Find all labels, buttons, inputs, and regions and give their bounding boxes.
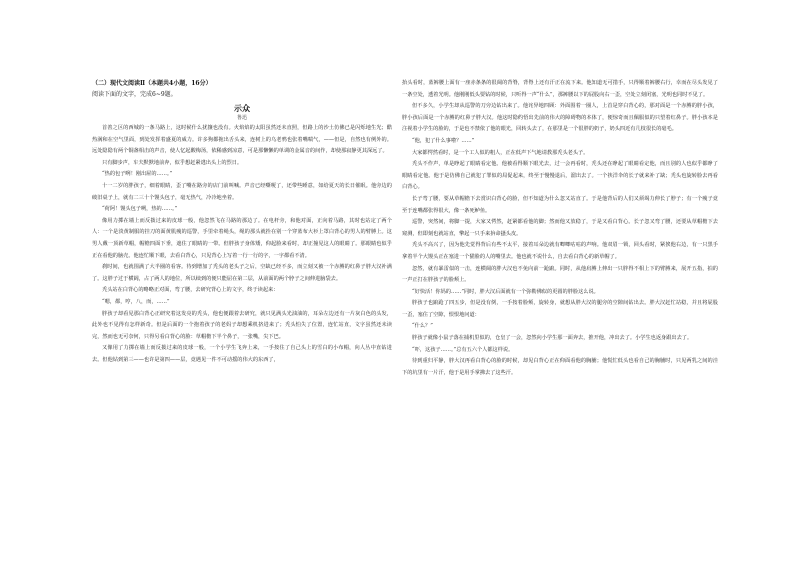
paragraph: 刹时间，也就围满了大半圈的看客。待到增加了秃头的老头子之后，空缺已经不多，而立刻又被一个赤膊的红鼻子胖大汉补满了。这胖子过于横阔，占了两人的地位，所以续到的便只能屈在第二层，从前面的两个脖子之间伸进脑袋去。 — [92, 264, 392, 282]
paragraph: 胖孩子就像小鼠子落在捕机里似的，仓皇了一会，忽然向小学生那一面奔去，推开他，冲出去了。小学生也返身跟出去了。 — [412, 335, 693, 342]
paragraph: 长子弯了腰，要从草帽檐下去赏识白背心的脸，但不知道为什么忽又站直了。于是他背后的人们又须竭力伸长了脖子；有一个瘦子竟至于连嘴都张得很大，像一条死鲈鱼。 — [402, 195, 718, 214]
paragraph: 首善之区的西城的一条马路上，这时候什么扰攘也没有。火焰焰的太阳虽然还未直照，但路上的沙土仿佛已是闪烁地生光；酷热满和在空气里面，到处发挥着盛夏的威力。许多狗都拖出舌头来，连树上的乌老鸦也张着嘴喘气，——但是，自然也有例外的。远处隐隐有两个铜盏相击的声音，使人忆起酸梅汤，依稀感到凉意，可是那懒懒的单调的金属音的间作，却使那寂静更其深远了。 — [92, 125, 392, 155]
paragraph: 又像用了力掷在墙上而反拨过来的皮球一般，一个小学生飞奔上来，一手按住了自己头上的雪白的小布帽，向人丛中直钻进去。但他钻到第三——也许是第四——层，竟遇见一件不可动摇的伟大的东西了， — [92, 345, 392, 363]
paragraph: “嗯，都，哼，八，而，……” — [102, 298, 170, 305]
paragraph: 像用力掷在墙上而反拨过来的皮球一般，他忽然飞在马路的那边了。在电杆旁，和他对面，正向着马路，其时也站定了两个人：一个是淡黄制服的挂刀的面黄肌瘦的巡警，手里牵着绳头，绳的那头就拴在别一个穿蓝布大衫上罩白背心的男人的臂膊上。这男人戴一顶新草帽，帽檐四面下垂，遮住了眼睛的一带。但胖孩子身体矮，仰起脸来看时，却正撞见这人的眼睛了。那眼睛也似乎正在看他的脑壳。他连忙顺下眼，去看白背心，只见背心上写着一行一行的字，一字都看不清。 — [92, 217, 392, 259]
section-instruction: 阅读下面的文字，完成6~9题。 — [92, 91, 177, 98]
paragraph: 秃头不高兴了，因为他先觉得背后有些不太平，接着耳朵边就有唧唧咕咕的声响。他双眉一锁，回头看时，紧挨他右边，有一只黑手拿着半个大馒头正在塞进一个猫脸的人的嘴里去。他也就不说什么，自去看白背心的新草帽了。 — [402, 242, 718, 260]
paragraph: 抬头看时，蓝裤腰上面有一座赤条条的很阔的背脊，背脊上还有汗正在流下来。他知道无可措手，只得顺着裤腰右行，幸而在尽头发见了一条空处，透着光明。他刚刚低头要钻的时候，只听得一声“什么”，那裤腰以下的屁股向右一歪，空处立刻闭塞，光明也同时不见了。 — [402, 80, 718, 98]
paragraph: 秃头不作声，单是睁起了眼睛看定他。他被看得顺下眼光去，过一会再看时，秃头还在睁起了眼睛看定他，而且别的人也似乎都睁了眼睛看定他。他于是仿佛自己就犯了罪似的局促起来，终至于慢慢退后，溜出去了。一个挟洋伞的长子就来补了缺；秃头也旋转脸去再看白背心。 — [402, 161, 718, 191]
paragraph: “他，犯了什么事啦？……” — [412, 137, 475, 144]
paragraph: 胖孩子却看见那白背心正研究着这发亮的秃头，他也便跟着去研究，就只见满头光油油的，耳朵左边还有一片灰白色的头发，此外也不见得有怎样新奇。但是后面的一个抱着孩子的老妈子却想乘机挤进来了；秃头怕失了位置，连忙站直，文字虽然还未读完，然而也无可奈何，只得另看白背心的脸：草帽檐下半个鼻子，一张嘴，尖下巴。 — [92, 310, 392, 340]
paragraph: 忽然，就有暴雷似的一击，连横阔的胖大汉也不免向前一跄踉。同时，从他肩膊上伸出一只胖得不相上下的臂膊来，展开五指，拍的一声正打在胖孩子的脸颊上。 — [402, 265, 718, 284]
paragraph: 但不多久，小学生却从巡警的刀旁边钻出来了。他诧异地四顾：外面围着一圈人，上首是穿白背心的，那对面是一个赤膊的胖小孩，胖小孩后面是一个赤膊的红鼻子胖大汉。他这时隐约悟出先前的伟大的障碍物的本体了，便惊奇而且佩服似的只望着红鼻子。胖小孩本是注视着小学生的脸的，于是也不禁依了他的眼光，回转头去了，在那里是一个很胖的奶子，奶头四近有几枝很长的毫毛。 — [402, 103, 718, 133]
paragraph: “荷阿！馒头包子咧，热的……。” — [102, 206, 178, 213]
paragraph: 胖孩子也踉跄了四五步，但是没有倒，一手按着脸颊，旋转身，就想从胖大汉的腿旁的空隙间钻出去。胖大汉赶忙站稳，并且将屁股一歪，塞住了空隙，恨恨地问道： — [402, 300, 718, 318]
paragraph: “好快活！你妈的……”同时，胖大汉后面就有一个弥勒佛似的更圆的胖脸这么说。 — [412, 288, 599, 295]
paragraph: “什么？” — [412, 323, 433, 330]
paragraph: “吓，这孩子……。”总有五六个人都这样说。 — [412, 346, 514, 353]
story-author: 鲁迅 — [236, 115, 247, 121]
paragraph: 巡警，突然间，将脚一提，大家又愕然，赶紧都看他的脚；然而他又放稳了，于是又看白背心。长子忽又弯了腰，还要从草帽檐下去窥测，但即刻也就站直，擎起一只手来拚命搔头皮。 — [402, 219, 718, 237]
paragraph: 十一二岁的胖孩子，细着眼睛，歪了嘴在路旁的店门前叫喊。声音已经嘶嗄了，还带些睡意，如给夏天的长日催眠。他旁边的破旧桌子上，就有二三十个馒头包子，毫无热气，冷冷地坐着。 — [92, 182, 392, 201]
paragraph: 待到重归平静，胖大汉再看白背心的脸的时候，却见白背心正在仰面看他的胸脯；他慌忙低头也看自己的胸脯时，只见两乳之间的洼下的坑里有一片汗，他于是用手掌拂去了这些汗。 — [402, 358, 718, 376]
left-column — [92, 78, 392, 366]
paragraph: “热的包子咧！刚出屉的……。” — [102, 171, 173, 178]
story-title: 示众 — [234, 103, 250, 113]
paragraph: 大家都愕然看时，是一个工人似的粗人，正在低声下气地请教那秃头老头子。 — [412, 149, 589, 156]
paragraph: 只有脚步声，车夫默默地前奔，似乎想赶紧逃出头上的烈日。 — [102, 159, 243, 166]
right-column — [402, 78, 718, 379]
paragraph: 秃头站在白背心的略略正对面，弯了腰，去研究背心上的文字，终于读起来： — [102, 287, 279, 294]
section-heading: （二）现代文阅读Ⅱ（本题共4小题，16分） — [92, 80, 212, 87]
